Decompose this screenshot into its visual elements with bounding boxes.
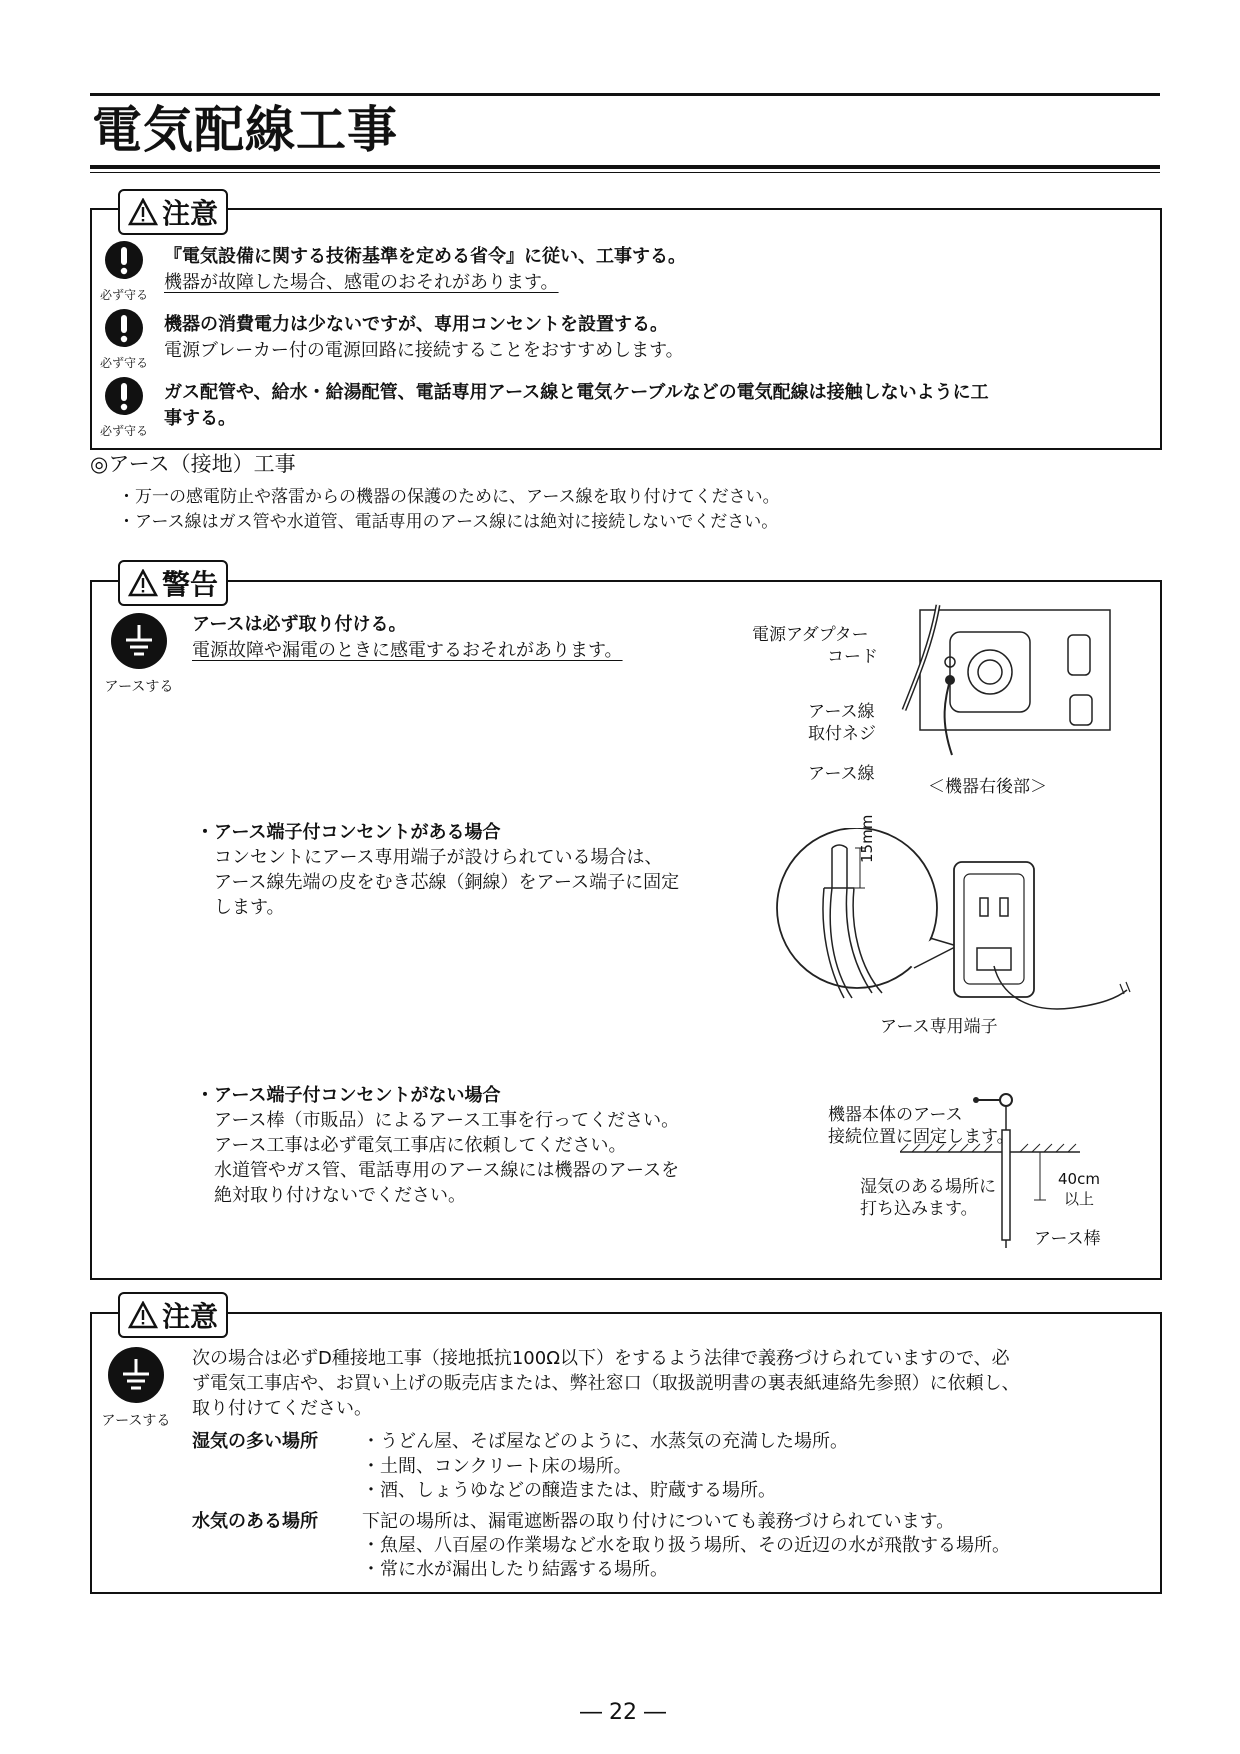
icon-caption: アースする (104, 679, 174, 695)
caution-item-2-note: 電源ブレーカー付の電源回路に接続することをおすすめします。 (164, 340, 684, 361)
caution2-intro-1: 次の場合は必ずD種接地工事（接地抵抗100Ω以下）をするよう法律で義務づけられていますので、必 (192, 1348, 1010, 1369)
warning-triangle-icon (128, 569, 158, 597)
must-follow-icon (94, 376, 154, 439)
earth-icon (104, 612, 174, 696)
caution-item-3-line1: ガス配管や、給水・給湯配管、電話専用アース線と電気ケーブルなどの電気配線は接触しないように工 (164, 382, 989, 403)
case1-line-3: します。 (214, 897, 285, 918)
case2-rod-label: アース棒 (1034, 1229, 1101, 1249)
icon-caption: アースする (101, 1413, 171, 1429)
case2-fig-label-b2: 打ち込みます。 (860, 1199, 978, 1219)
title-rule-bottom-thin (90, 172, 1160, 173)
fig1-screw-label-2: 取付ネジ (808, 724, 876, 744)
warning-label (118, 560, 228, 606)
earth-icon (98, 1346, 174, 1430)
case2-depth-1: 40cm (1058, 1170, 1100, 1188)
must-follow-icon (94, 308, 154, 371)
icon-caption: 必ず守る (99, 288, 148, 302)
case2-heading: ・アース端子付コンセントがない場合 (196, 1085, 501, 1106)
caution-item-2-title: 機器の消費電力は少ないですが、専用コンセントを設置する。 (164, 314, 668, 335)
fig1-wire-label: アース線 (808, 764, 875, 784)
page-title: 電気配線工事 (92, 101, 398, 159)
caution-label-1 (118, 189, 228, 235)
case1-dimension-label: 15mm (858, 814, 876, 863)
outlet-diagram (772, 828, 1142, 1038)
caution-item-1-note: 機器が故障した場合、感電のおそれがあります。 (164, 272, 559, 293)
humid-item-3: ・酒、しょうゆなどの醸造または、貯蔵する場所。 (362, 1480, 776, 1501)
earth-bullet-2: ・アース線はガス管や水道管、電話専用のアース線には絶対に接続しないでください。 (118, 512, 779, 532)
warning-triangle-icon (128, 198, 158, 226)
device-rear-diagram (890, 600, 1120, 760)
water-item-2: ・魚屋、八百屋の作業場など水を取り扱う場所、その近辺の水が飛散する場所。 (362, 1535, 1010, 1556)
title-rule-bottom-thick (90, 165, 1160, 169)
title-rule-top (90, 93, 1160, 96)
icon-caption: 必ず守る (99, 424, 148, 438)
case2-line-2: アース工事は必ず電気工事店に依頼してください。 (214, 1135, 627, 1156)
case1-heading: ・アース端子付コンセントがある場合 (196, 822, 501, 843)
caution-label-text: 注意 (162, 1300, 219, 1333)
case2-depth-2: 以上 (1064, 1190, 1095, 1208)
warning-note: 電源故障や漏電のときに感電するおそれがあります。 (192, 640, 623, 661)
case2-fig-label-a2: 接続位置に固定します。 (828, 1127, 1014, 1147)
warning-triangle-icon (128, 1301, 158, 1329)
case2-line-1: アース棒（市販品）によるアース工事を行ってください。 (214, 1110, 680, 1131)
fig1-adapter-label-2: コード (827, 647, 878, 667)
must-follow-icon (94, 240, 154, 303)
warning-label-text: 警告 (162, 568, 219, 601)
humid-place-label: 湿気の多い場所 (192, 1431, 318, 1452)
water-item-1: 下記の場所は、漏電遮断器の取り付けについても義務づけられています。 (362, 1511, 955, 1532)
fig1-adapter-label-1: 電源アダプター (752, 625, 869, 645)
water-item-3: ・常に水が漏出したり結露する場所。 (362, 1559, 668, 1580)
caution-label-text: 注意 (162, 197, 219, 230)
earth-section-heading: ◎アース（接地）工事 (90, 452, 296, 476)
caution-item-1-title: 『電気設備に関する技術基準を定める省令』に従い、工事する。 (164, 246, 686, 267)
case2-line-4: 絶対取り付けないでください。 (214, 1185, 466, 1206)
fig1-caption: ＜機器右後部＞ (928, 777, 1047, 797)
caution-item-3-line2: 事する。 (164, 408, 236, 429)
caution2-intro-3: 取り付けてください。 (192, 1398, 372, 1419)
humid-item-2: ・土間、コンクリート床の場所。 (362, 1456, 632, 1477)
caution2-intro-2: ず電気工事店や、お買い上げの販売店または、弊社窓口（取扱説明書の裏表紙連絡先参照）に依頼し、 (192, 1373, 1020, 1394)
warning-title: アースは必ず取り付ける。 (192, 614, 407, 635)
page-number: ― 22 ― (580, 1700, 666, 1725)
icon-caption: 必ず守る (99, 356, 148, 370)
case1-line-2: アース線先端の皮をむき芯線（銅線）をアース端子に固定 (214, 872, 680, 893)
caution-label-2 (118, 1292, 228, 1338)
case2-line-3: 水道管やガス管、電話専用のアース線には機器のアースを (214, 1160, 680, 1181)
fig1-screw-label-1: アース線 (808, 702, 875, 722)
case2-fig-label-b1: 湿気のある場所に (860, 1177, 996, 1197)
case1-line-1: コンセントにアース専用端子が設けられている場合は、 (214, 847, 663, 868)
water-place-label: 水気のある場所 (192, 1511, 318, 1532)
case1-terminal-label: アース専用端子 (880, 1017, 998, 1037)
humid-item-1: ・うどん屋、そば屋などのように、水蒸気の充満した場所。 (362, 1431, 848, 1452)
case2-fig-label-a1: 機器本体のアース (828, 1105, 963, 1125)
earth-bullet-1: ・万一の感電防止や落雷からの機器の保護のために、アース線を取り付けてください。 (118, 487, 780, 507)
